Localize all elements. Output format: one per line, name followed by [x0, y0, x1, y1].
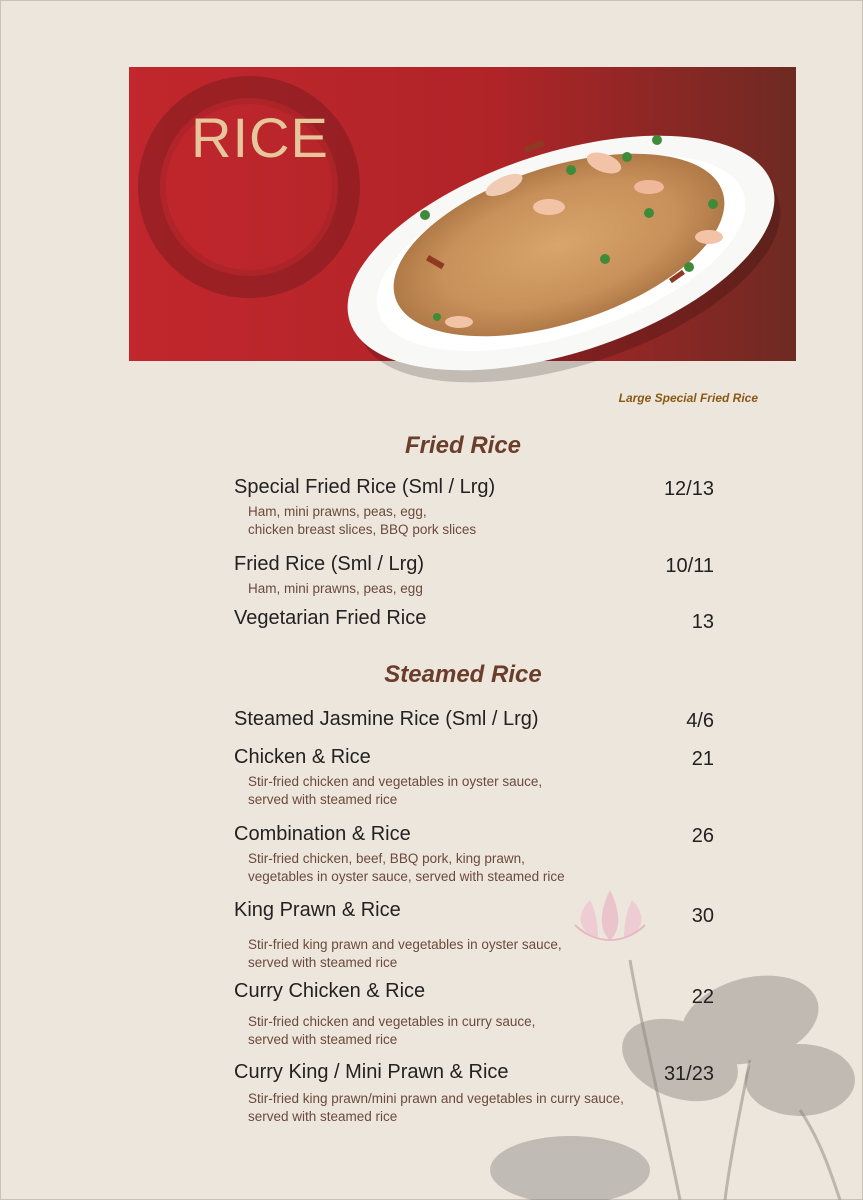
- menu-item-curry-prawn-rice: [234, 1061, 714, 1126]
- item-name: Steamed Jasmine Rice (Sml / Lrg): [234, 708, 539, 730]
- item-name: Vegetarian Fried Rice: [234, 607, 427, 629]
- item-name: Curry Chicken & Rice: [234, 980, 426, 1002]
- item-price: 21: [691, 748, 714, 770]
- item-name: Curry King / Mini Prawn & Rice: [234, 1061, 509, 1083]
- photo-caption: Large Special Fried Rice: [618, 391, 758, 405]
- menu-item-fried-rice: [234, 553, 714, 598]
- menu-item-curry-chicken-rice: [234, 980, 714, 1049]
- item-price: 4/6: [686, 710, 714, 732]
- menu-item-steamed-jasmine-rice: [234, 708, 714, 731]
- menu-item-combination-rice: [234, 823, 714, 886]
- item-price: 12/13: [663, 478, 714, 500]
- item-description: Stir-fried king prawn/mini prawn and vegetables in curry sauce, served with steamed rice: [248, 1091, 624, 1124]
- item-name: Chicken & Rice: [234, 746, 371, 768]
- item-price: 31/23: [663, 1063, 714, 1085]
- item-price: 13: [691, 611, 714, 633]
- item-name: Combination & Rice: [234, 823, 411, 845]
- menu-item-vegetarian-fried-rice: [234, 607, 714, 633]
- item-price: 26: [691, 825, 714, 847]
- menu-item-special-fried-rice: [234, 476, 714, 539]
- item-price: 10/11: [665, 555, 714, 577]
- section-title-fried-rice: Fried Rice: [404, 432, 522, 459]
- page-title: RICE: [191, 106, 329, 169]
- item-name: Special Fried Rice (Sml / Lrg): [234, 476, 496, 498]
- section-title-steamed-rice: Steamed Rice: [384, 661, 542, 688]
- item-description: Stir-fried king prawn and vegetables in oyster sauce, served with steamed rice: [248, 937, 562, 970]
- item-description: Stir-fried chicken and vegetables in oyster sauce, served with steamed rice: [248, 774, 543, 807]
- item-price: 30: [691, 905, 714, 927]
- item-description: Ham, mini prawns, peas, egg: [248, 581, 423, 596]
- item-description: Ham, mini prawns, peas, egg, chicken breast slices, BBQ pork slices: [248, 504, 477, 537]
- menu-item-king-prawn-rice: [234, 899, 714, 972]
- item-price: 22: [691, 986, 714, 1008]
- menu-item-chicken-rice: [234, 746, 714, 809]
- item-description: Stir-fried chicken, beef, BBQ pork, king prawn, vegetables in oyster sauce, served with steamed rice: [248, 851, 565, 884]
- item-name: Fried Rice (Sml / Lrg): [234, 553, 425, 575]
- item-name: King Prawn & Rice: [234, 899, 401, 921]
- item-description: Stir-fried chicken and vegetables in curry sauce, served with steamed rice: [248, 1014, 536, 1047]
- header-banner: [129, 67, 796, 361]
